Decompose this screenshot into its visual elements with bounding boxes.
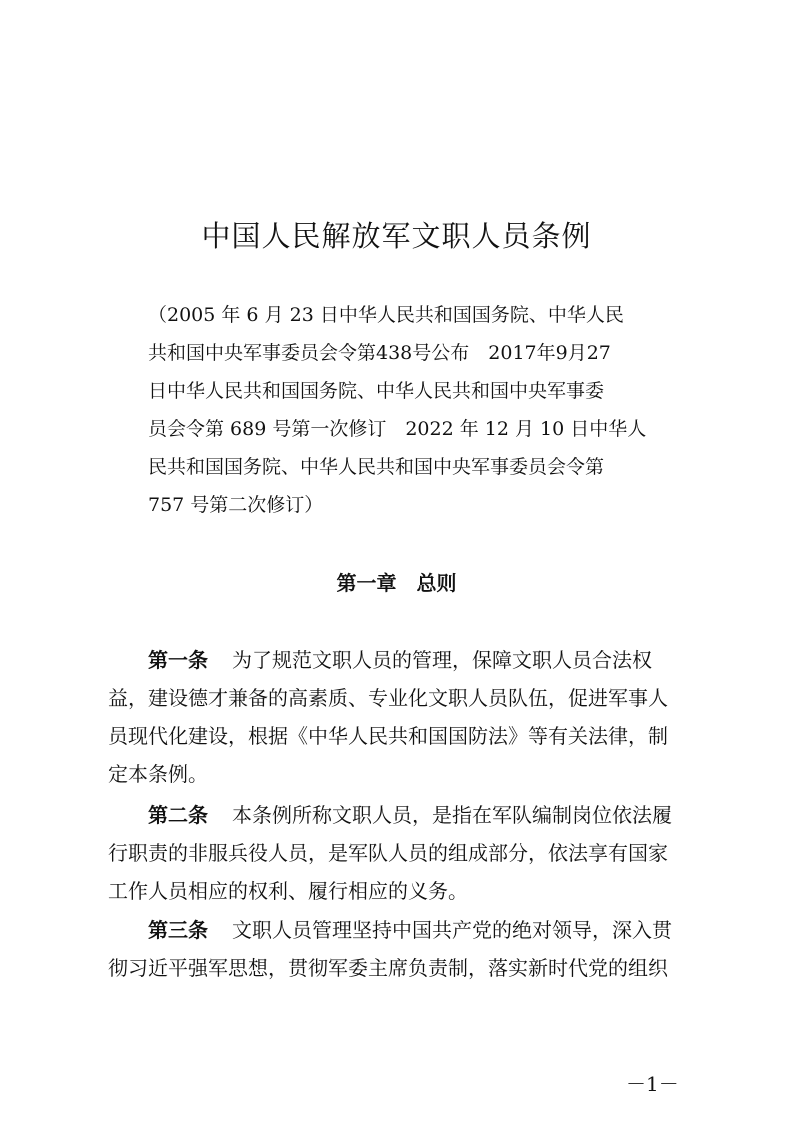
revision-note-line: 民共和国国务院、中华人民共和国中央军事委员会令第 bbox=[148, 456, 605, 478]
page-number: －1－ bbox=[626, 1072, 679, 1096]
chapter-heading: 第一章 总则 bbox=[336, 571, 457, 595]
article-text-line: 工作人员相应的权利、履行相应的义务。 bbox=[108, 879, 468, 903]
article-first-line bbox=[148, 912, 672, 948]
article-text: 本条例所称文职人员，是指在军队编制岗位依法履 bbox=[232, 803, 672, 827]
article-label: 第一条 bbox=[148, 648, 208, 672]
article-text-line: 彻习近平强军思想，贯彻军委主席负责制，落实新时代党的组织 bbox=[108, 956, 668, 980]
article-text-line: 员现代化建设，根据《中华人民共和国国防法》等有关法律，制 bbox=[108, 724, 668, 748]
revision-note-line: 员会令第 689 号第一次修订 2022 年 12 月 10 日中华人 bbox=[148, 418, 647, 440]
revision-note-line: （2005 年 6 月 23 日中华人民共和国国务院、中华人民 bbox=[148, 304, 624, 326]
article-first-line bbox=[148, 797, 672, 833]
article-text-line: 定本条例。 bbox=[108, 762, 208, 786]
article-text-line: 益，建设德才兼备的高素质、专业化文职人员队伍，促进军事人 bbox=[108, 686, 668, 710]
article-text: 文职人员管理坚持中国共产党的绝对领导，深入贯 bbox=[232, 918, 672, 942]
article-first-line bbox=[148, 642, 652, 678]
document-title: 中国人民解放军文职人员条例 bbox=[201, 219, 592, 253]
revision-note-line: 共和国中央军事委员会令第438号公布 2017年9月27 bbox=[148, 342, 611, 364]
revision-note-line: 757 号第二次修订） bbox=[148, 494, 324, 516]
article-label: 第二条 bbox=[148, 803, 208, 827]
article-text: 为了规范文职人员的管理，保障文职人员合法权 bbox=[232, 648, 652, 672]
article-label: 第三条 bbox=[148, 918, 208, 942]
article-text-line: 行职责的非服兵役人员，是军队人员的组成部分，依法享有国家 bbox=[108, 841, 668, 865]
revision-note-line: 日中华人民共和国国务院、中华人民共和国中央军事委 bbox=[148, 380, 605, 402]
